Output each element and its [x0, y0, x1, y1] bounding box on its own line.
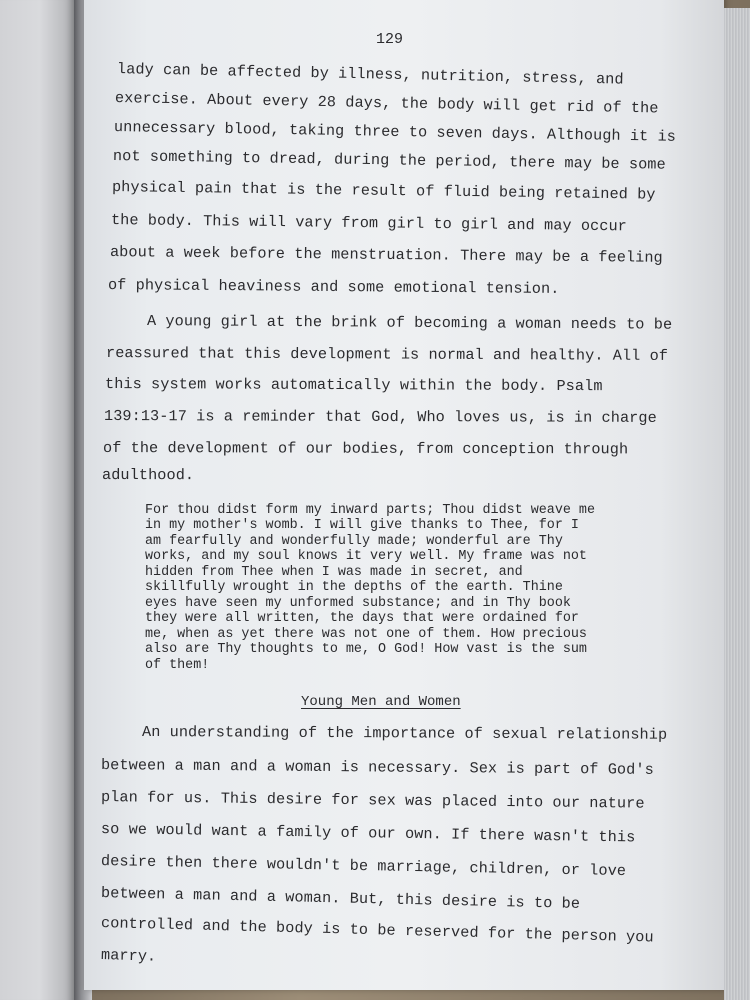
- quote-line: eyes have seen my unformed substance; and in Thy book: [145, 596, 571, 611]
- paragraph-1-line: of physical heaviness and some emotional tension.: [107, 276, 560, 298]
- paragraph-1-line: unnecessary blood, taking three to seven days. Although it is: [113, 118, 677, 146]
- paragraph-2-line: 139:13-17 is a reminder that God, Who loves us, is in charge: [103, 407, 657, 427]
- paragraph-3-line: plan for us. This desire for sex was placed into our nature: [100, 788, 645, 813]
- paragraph-1-line: not something to dread, during the period, there may be some: [112, 147, 666, 174]
- paragraph-3-line: desire then there wouldn't be marriage, children, or love: [100, 852, 627, 881]
- paragraph-1-line: physical pain that is the result of fluid being retained by: [111, 178, 656, 204]
- paragraph-3-line: between a man and a woman is necessary. Sex is part of God's: [100, 756, 654, 779]
- paragraph-3-line: between a man and a woman. But, this desire is to be: [100, 884, 581, 913]
- paragraph-3-line: marry.: [100, 946, 157, 966]
- quote-line: me, when as yet there was not one of them. How precious: [145, 627, 587, 642]
- paragraph-1-line: the body. This will vary from girl to girl and may occur: [110, 211, 628, 236]
- paragraph-1-line: lady can be affected by illness, nutrition, stress, and: [116, 60, 624, 89]
- quote-line: works, and my soul knows it very well. My frame was not: [145, 549, 587, 564]
- paragraph-2-line: adulthood.: [101, 466, 195, 485]
- paragraph-1-line: exercise. About every 28 days, the body will get rid of the: [114, 89, 659, 118]
- quote-line: For thou didst form my inward parts; Thou didst weave me: [145, 503, 595, 518]
- paragraph-3-line: controlled and the body is to be reserved for the person you: [100, 914, 654, 947]
- page-number: 129: [376, 31, 404, 48]
- section-heading: Young Men and Women: [301, 694, 461, 710]
- paragraph-2-line: of the development of our bodies, from conception through: [102, 439, 629, 459]
- quote-line: also are Thy thoughts to me, O God! How vast is the sum: [145, 642, 587, 657]
- paragraph-2-line: A young girl at the brink of becoming a woman needs to be: [146, 312, 673, 334]
- quote-line: they were all written, the days that were ordained for: [145, 611, 579, 626]
- paragraph-3-line: so we would want a family of our own. If there wasn't this: [100, 820, 636, 847]
- paragraph-1-line: about a week before the menstruation. There may be a feeling: [109, 243, 663, 267]
- paragraph-2-line: this system works automatically within the body. Psalm: [104, 375, 603, 396]
- quote-line: skillfully wrought in the depths of the earth. Thine: [145, 580, 563, 595]
- quote-line: in my mother's womb. I will give thanks to Thee, for I: [145, 518, 579, 533]
- paragraph-3-line: An understanding of the importance of sexual relationship: [141, 723, 668, 744]
- paragraph-2-line: reassured that this development is normal and healthy. All of: [105, 344, 669, 365]
- quote-line: am fearfully and wonderfully made; wonderful are Thy: [145, 534, 563, 549]
- quote-line: of them!: [145, 658, 210, 673]
- quote-line: hidden from Thee when I was made in secret, and: [145, 565, 523, 580]
